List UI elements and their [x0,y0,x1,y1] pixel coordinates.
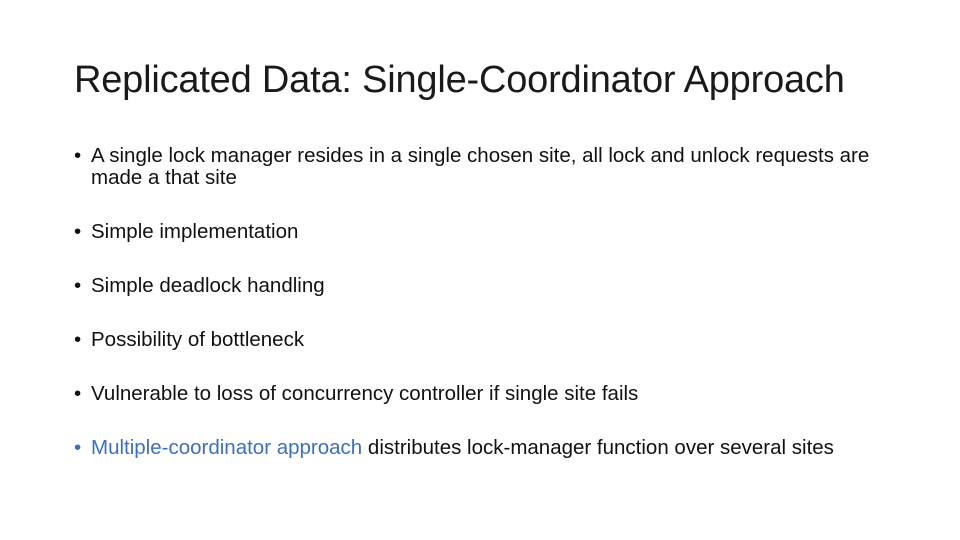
bullet-item-vulnerable [74,383,874,405]
bullet-text: distributes lock-manager function over several sites [362,436,834,459]
bullet-text: Simple deadlock handling [91,274,325,297]
bullet-dot: • [74,328,82,351]
bullet-item-multiple-coordinator [74,437,874,459]
bullet-dot: • [74,274,82,297]
bullet-item-single-lock-manager [74,145,874,189]
bullet-list [74,145,874,491]
bullet-text: Vulnerable to loss of concurrency controller if single site fails [91,382,639,405]
bullet-item-simple-implementation [74,221,874,243]
bullet-dot: • [74,144,82,167]
multiple-coordinator-link[interactable]: Multiple-coordinator approach [91,436,363,459]
bullet-dot: • [74,436,82,459]
bullet-dot: • [74,382,82,405]
bullet-item-bottleneck [74,329,874,351]
bullet-text: Simple implementation [91,220,299,243]
bullet-text: A single lock manager resides in a single chosen site, all lock and unlock requests are made a that site [91,144,870,189]
slide-title: Replicated Data: Single-Coordinator Approach [74,59,845,101]
bullet-item-simple-deadlock-handling [74,275,874,297]
bullet-text: Possibility of bottleneck [91,328,305,351]
bullet-dot: • [74,220,82,243]
